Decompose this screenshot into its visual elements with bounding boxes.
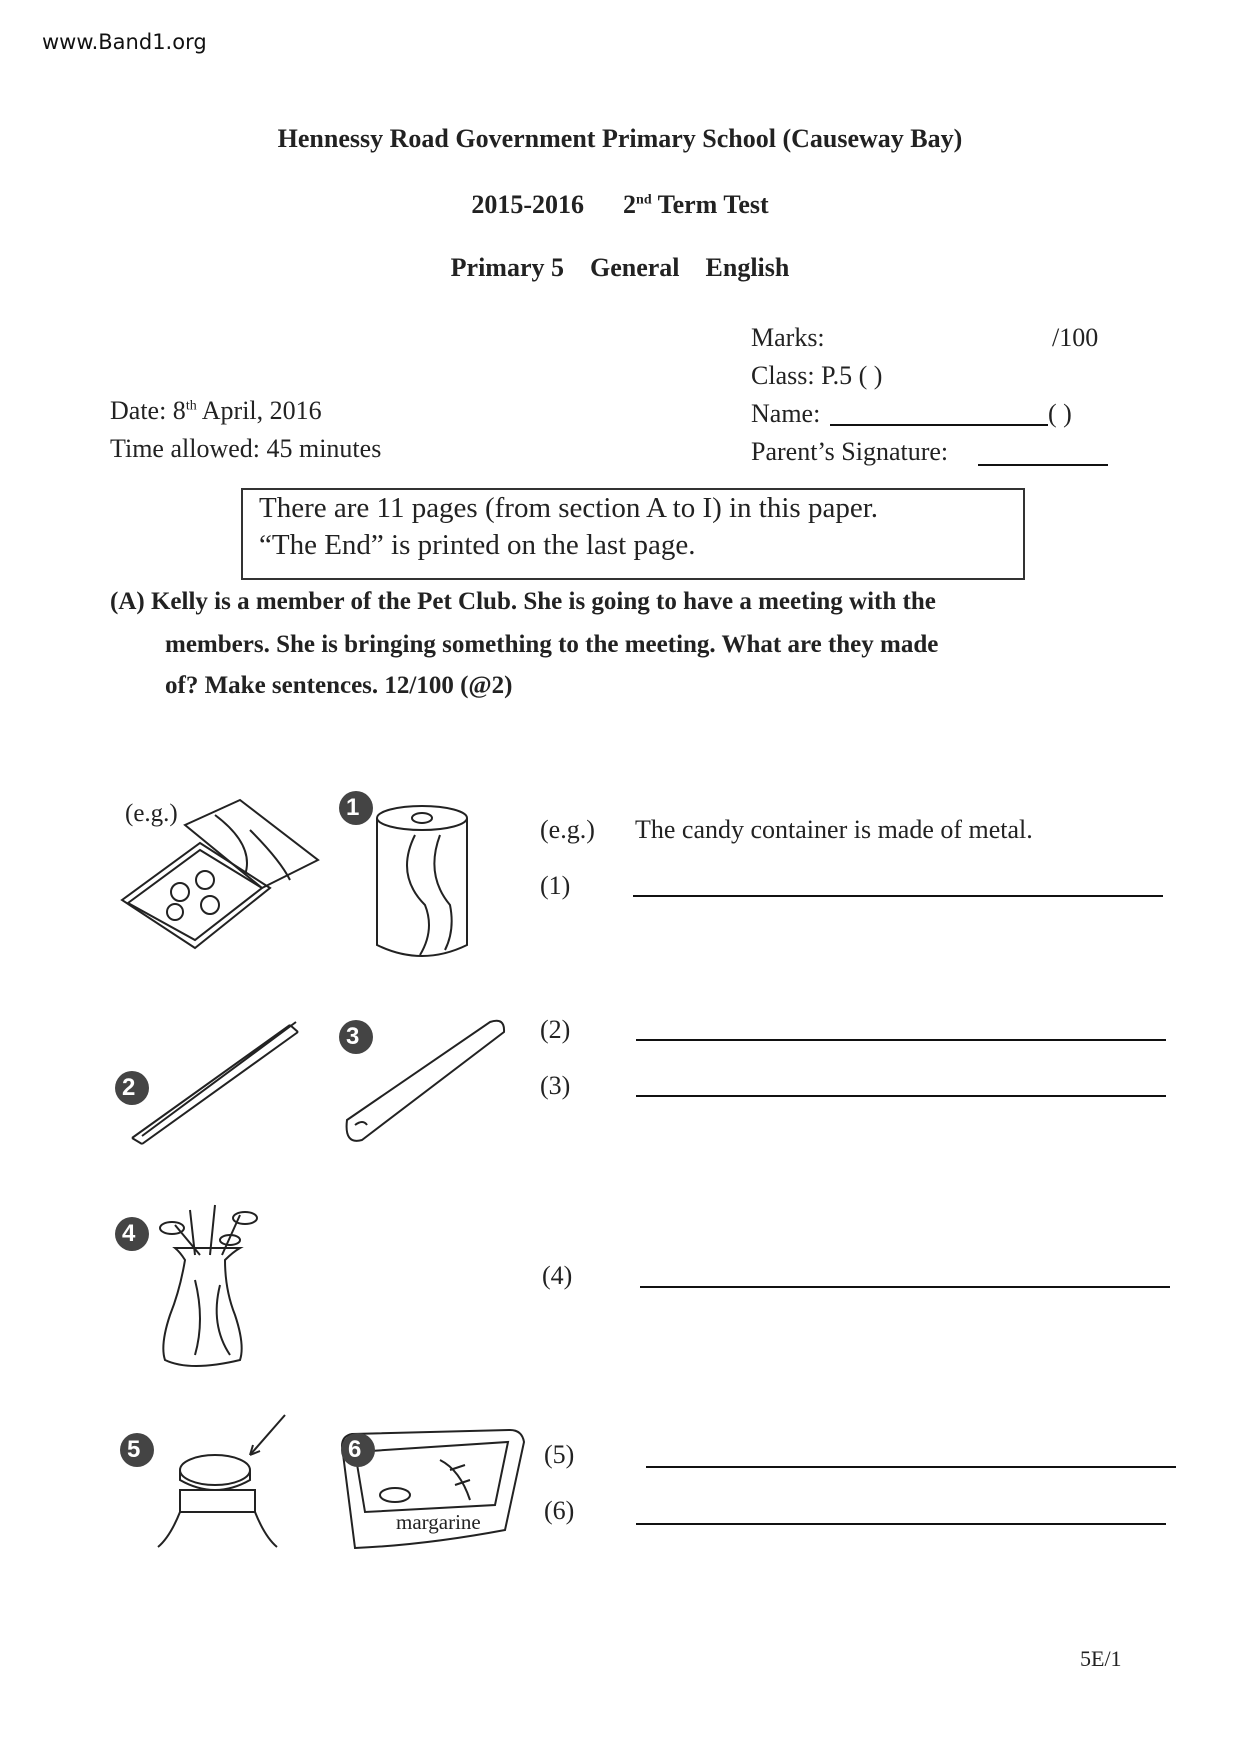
- answer-line-3[interactable]: [636, 1095, 1166, 1097]
- school-year: 2015-2016: [471, 190, 585, 219]
- answer-line-1[interactable]: [633, 895, 1163, 897]
- name-number-field[interactable]: ( ): [1048, 399, 1072, 428]
- time-allowed: Time allowed: 45 minutes: [110, 434, 382, 463]
- badge-6: 6: [348, 1436, 362, 1463]
- notice-line-1: There are 11 pages (from section A to I) in this paper.: [259, 492, 879, 524]
- section-a-line-3: of? Make sentences. 12/100 (@2): [165, 672, 513, 699]
- answer-label-6: (6): [544, 1496, 575, 1525]
- answer-label-5: (5): [544, 1440, 575, 1469]
- answer-label-4: (4): [542, 1261, 573, 1290]
- badge-4: 4: [122, 1220, 136, 1247]
- badge-2: 2: [122, 1074, 136, 1101]
- answer-label-1: (1): [540, 871, 571, 900]
- class-field[interactable]: Class: P.5 ( ): [751, 361, 883, 390]
- badge-3: 3: [346, 1023, 360, 1050]
- section-a-line-2: members. She is bringing something to the meeting. What are they made: [165, 631, 939, 658]
- term-num: 2: [623, 190, 637, 219]
- eg-answer-label: (e.g.): [540, 815, 595, 844]
- chopsticks-illustration: [132, 1022, 298, 1144]
- eg-answer-sentence: The candy container is made of metal.: [635, 815, 1033, 844]
- bottle-cap-illustration: [158, 1415, 285, 1547]
- subject-english: English: [705, 253, 790, 282]
- level: Primary 5: [450, 253, 564, 282]
- marks-total: /100: [1052, 323, 1099, 352]
- answer-line-5[interactable]: [646, 1466, 1176, 1468]
- page-number: 5E/1: [1080, 1646, 1122, 1671]
- vase-illustration: [160, 1205, 257, 1366]
- answer-line-2[interactable]: [636, 1039, 1166, 1041]
- name-label: Name:: [751, 399, 821, 428]
- answer-line-4[interactable]: [640, 1286, 1170, 1288]
- answer-label-2: (2): [540, 1015, 571, 1044]
- notice-line-2: “The End” is printed on the last page.: [259, 529, 696, 561]
- school-title: Hennessy Road Government Primary School (Causeway Bay): [277, 124, 963, 153]
- watermark: www.Band1.org: [42, 30, 207, 54]
- answer-line-6[interactable]: [636, 1523, 1166, 1525]
- signature-label: Parent’s Signature:: [751, 437, 949, 466]
- number-badges: [115, 791, 375, 1467]
- date-sup: th: [185, 398, 197, 414]
- answer-label-3: (3): [540, 1071, 571, 1100]
- date-pre: Date: 8: [110, 396, 186, 425]
- term-sup: nd: [636, 192, 652, 208]
- term-rest: Term Test: [651, 190, 769, 219]
- can-illustration: [377, 806, 467, 956]
- section-a-line-1: (A) Kelly is a member of the Pet Club. She is going to have a meeting with the: [110, 588, 936, 615]
- date-post: April, 2016: [196, 396, 322, 425]
- subject-general: General: [589, 253, 680, 282]
- margarine-label: margarine: [396, 1510, 481, 1534]
- badge-1: 1: [346, 794, 360, 821]
- marks-label: Marks:: [751, 323, 825, 352]
- badge-5: 5: [127, 1436, 141, 1463]
- eg-picture-label: (e.g.): [125, 800, 178, 827]
